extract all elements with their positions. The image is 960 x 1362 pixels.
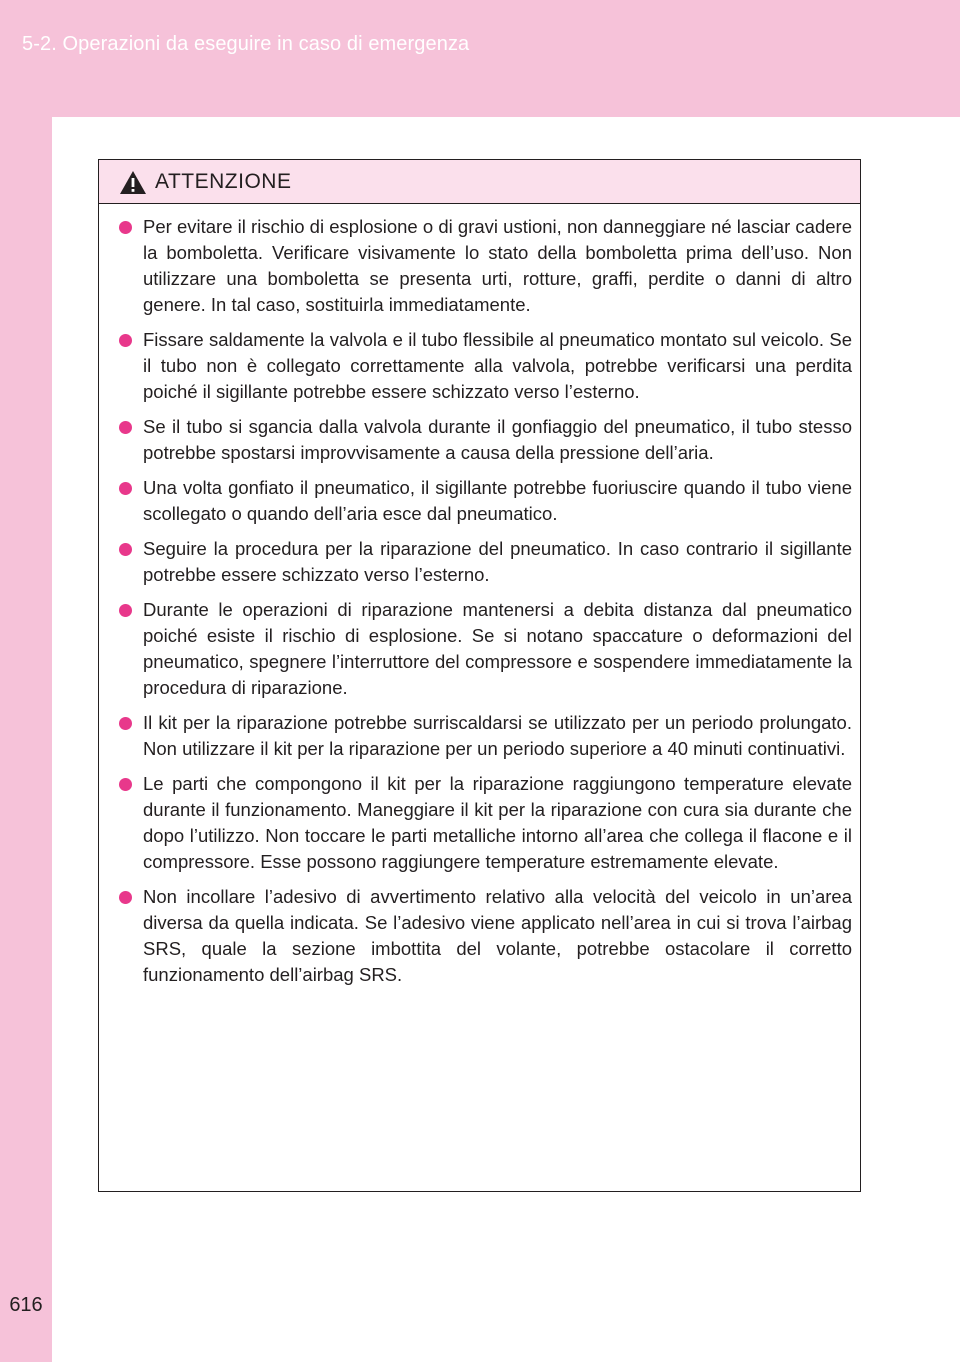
page-number: 616: [9, 1294, 43, 1316]
warning-item-text: Una volta gonfiato il pneumatico, il sigillante potrebbe fuoriuscire quando il tubo viene scollegato o quando dell’aria esce dal pneumatico.: [143, 477, 852, 524]
side-band: [0, 117, 52, 1362]
bullet-icon: [119, 717, 132, 730]
bullet-icon: [119, 421, 132, 434]
warning-item-text: Le parti che compongono il kit per la riparazione raggiungono temperature elevate durante il funzionamento. Maneggiare il kit per la riparazione con cura sia durante che dopo l’utilizzo. Non toccare le parti metalliche intorno all’area che collega il flacone e il compressore. Esse possono raggiungere temperature estremamente elevate.: [143, 773, 852, 872]
warning-item-text: Fissare saldamente la valvola e il tubo flessibile al pneumatico montato sul veicolo. Se il tubo non è collegato correttamente alla valvola, potrebbe verificarsi una perdita poiché il sigillante potrebbe essere schizzato verso l’esterno.: [143, 329, 852, 402]
bullet-icon: [119, 221, 132, 234]
warning-item-text: Il kit per la riparazione potrebbe surriscaldarsi se utilizzato per un periodo prolungato. Non utilizzare il kit per la riparazione per un periodo superiore a 40 minuti continuativi.: [143, 712, 852, 759]
warning-title: ATTENZIONE: [155, 170, 292, 193]
warning-item: [119, 597, 852, 701]
warning-item: [119, 884, 852, 988]
bullet-icon: [119, 891, 132, 904]
warning-header: [99, 160, 860, 204]
warning-item: [119, 214, 852, 318]
warning-box: [98, 159, 861, 1192]
warning-item: [119, 475, 852, 527]
warning-item: [119, 771, 852, 875]
bullet-icon: [119, 778, 132, 791]
warning-item-text: Per evitare il rischio di esplosione o di gravi ustioni, non danneggiare né lasciar cadere la bomboletta. Verificare visivamente lo stato della bomboletta prima dell’uso. Non utilizzare una bomboletta se presenta urti, rotture, graffi, perdite o danni di altro genere. In tal caso, sostituirla immediatamente.: [143, 216, 852, 315]
bullet-icon: [119, 604, 132, 617]
warning-item-text: Durante le operazioni di riparazione mantenersi a debita distanza dal pneumatico poiché esiste il rischio di esplosione. Se si notano spaccature o deformazioni del pneumatico, spegnere l’interruttore del compressore e sospendere immediatamente la procedura di riparazione.: [143, 599, 852, 698]
warning-item-text: Seguire la procedura per la riparazione del pneumatico. In caso contrario il sigillante potrebbe essere schizzato verso l’esterno.: [143, 538, 852, 585]
section-title: 5-2. Operazioni da eseguire in caso di emergenza: [22, 33, 470, 55]
warning-item: [119, 536, 852, 588]
bullet-icon: [119, 482, 132, 495]
warning-list: [99, 204, 860, 988]
bullet-icon: [119, 543, 132, 556]
warning-item-text: Se il tubo si sgancia dalla valvola durante il gonfiaggio del pneumatico, il tubo stesso potrebbe spostarsi improvvisamente a causa della pressione dell’aria.: [143, 416, 852, 463]
warning-item: [119, 414, 852, 466]
warning-item: [119, 327, 852, 405]
header-band: [0, 0, 960, 117]
warning-item: [119, 710, 852, 762]
warning-triangle-icon: [119, 170, 147, 195]
warning-item-text: Non incollare l’adesivo di avvertimento relativo alla velocità del veicolo in un’area diversa da quella indicata. Se l’adesivo viene applicato nell’area in cui si trova l’airbag SRS, quale la sezione imbottita del volante, potrebbe ostacolare il corretto funzionamento dell’airbag SRS.: [143, 886, 852, 985]
bullet-icon: [119, 334, 132, 347]
